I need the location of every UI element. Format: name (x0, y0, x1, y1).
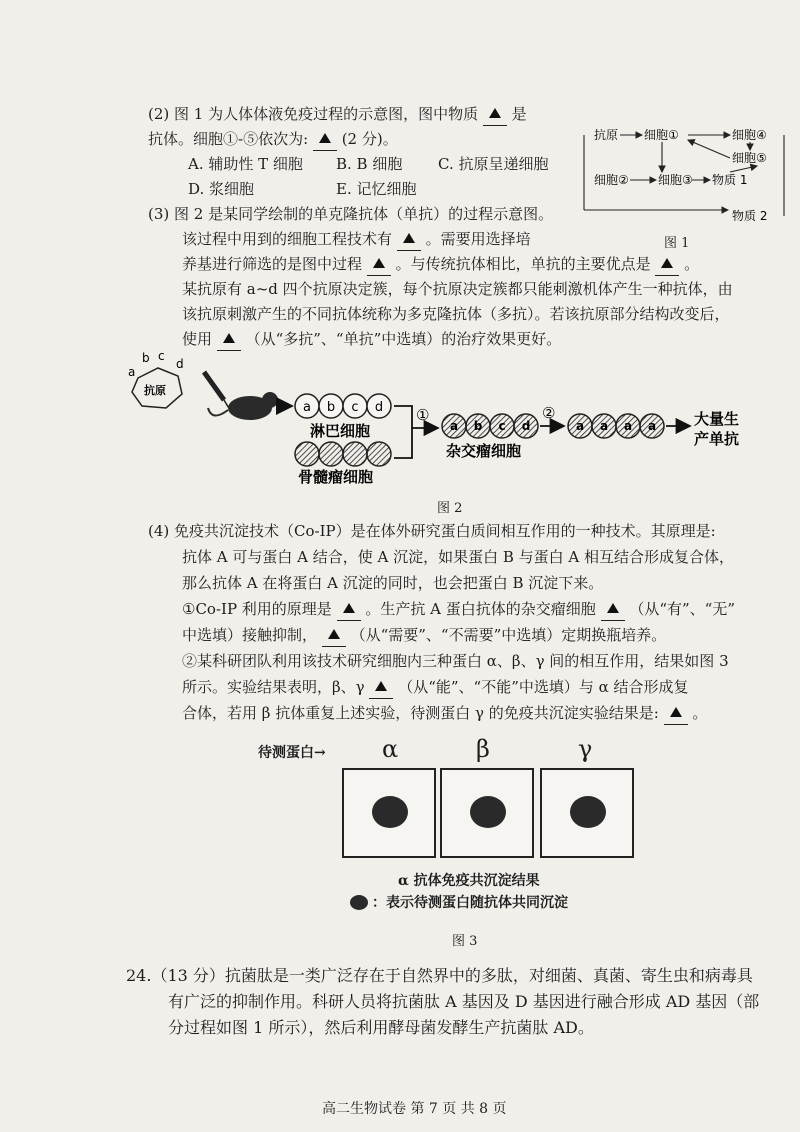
triangle-icon (607, 603, 619, 613)
step-1: ① (416, 406, 430, 424)
hybrid-cell-d: d (521, 419, 531, 433)
q3-line-3: 养基进行筛选的是图中过程 。与传统抗体相比，单抗的主要优点是 。 (182, 253, 699, 276)
result-line-1: 大量生 (694, 410, 740, 428)
epitope-a: a (128, 365, 136, 379)
fig1-cell-4: 细胞④ (732, 128, 767, 142)
triangle-icon (403, 233, 415, 243)
q24-line-2: 有广泛的抑制作用。科研人员将抗菌肽 A 基因及 D 基因进行融合形成 AD 基因（部 (168, 992, 760, 1011)
syringe-icon (204, 372, 230, 410)
fig3-title: α 抗体免疫共沉淀结果 (398, 873, 540, 889)
result-box-alpha (342, 768, 436, 858)
fig3-protein-label: 待测蛋白→ (258, 745, 326, 761)
triangle-icon (373, 258, 385, 268)
result-box-gamma (540, 768, 634, 858)
lymph-cell-b: b (326, 400, 336, 415)
q2-option-e: E. 记忆细胞 (336, 180, 417, 198)
precipitate-dot (470, 796, 506, 828)
page-footer: 高二生物试卷 第 7 页 共 8 页 (322, 1101, 507, 1117)
q3-line-6: 使用 （从“多抗”、“单抗”中选填）的治疗效果更好。 (182, 328, 561, 351)
q4-line-3: 那么抗体 A 在将蛋白 A 沉淀的同时，也会把蛋白 B 沉淀下来。 (182, 574, 604, 592)
precipitate-dot (570, 796, 606, 828)
triangle-icon (343, 603, 355, 613)
triangle-icon (319, 133, 331, 143)
triangle-icon (223, 333, 235, 343)
q3-line-2: 该过程中用到的细胞工程技术有 。需要用选择培 (182, 228, 531, 251)
answer-blank (369, 676, 393, 699)
figure-2-diagram (120, 348, 740, 488)
fig1-cell-1: 细胞① (644, 128, 679, 142)
answer-blank (601, 598, 625, 621)
answer-blank (664, 702, 688, 725)
myeloma-cell-label: 骨髓瘤细胞 (298, 468, 374, 486)
hybrid-cell-c: c (498, 419, 506, 433)
lymph-cell-label: 淋巴细胞 (310, 422, 371, 440)
result-line-2: 产单抗 (694, 430, 740, 448)
q2-option-b: B. B 细胞 (336, 155, 403, 173)
result-box-beta (440, 768, 534, 858)
q3-line-4: 某抗原有 a~d 四个抗原决定簇，每个抗原决定簇都只能刺激机体产生一种抗体，由 (182, 280, 733, 298)
answer-blank (337, 598, 361, 621)
triangle-icon (661, 258, 673, 268)
step-2: ② (542, 404, 556, 422)
figure-1-diagram (572, 104, 794, 228)
answer-blank (483, 103, 507, 126)
fig1-cell-5: 细胞⑤ (732, 151, 767, 165)
q2-option-d: D. 浆细胞 (188, 180, 255, 198)
clone-cell-a-2: a (599, 419, 609, 433)
hybrid-cell-b: b (473, 419, 483, 433)
figure-2-caption: 图 2 (437, 501, 463, 516)
lymph-cell-d: d (374, 400, 384, 415)
answer-blank (313, 128, 337, 151)
figure-1-caption: 图 1 (664, 236, 690, 251)
q4-line-1: (4) 免疫共沉淀技术（Co-IP）是在体外研究蛋白质间相互作用的一种技术。其原理是: (148, 522, 716, 540)
fig1-substance-2: 物质 2 (732, 209, 768, 223)
q2-line-2: 抗体。细胞①-⑤依次为: (2 分)。 (148, 128, 398, 151)
legend-dot (350, 895, 368, 910)
q4-line-6: ②某科研团队利用该技术研究细胞内三种蛋白 α、β、γ 间的相互作用，结果如图 3 (182, 652, 729, 670)
answer-blank (655, 253, 679, 276)
q3-line-1: (3) 图 2 是某同学绘制的单克隆抗体（单抗）的过程示意图。 (148, 205, 554, 223)
q2-option-a: A. 辅助性 T 细胞 (188, 155, 303, 173)
triangle-icon (670, 707, 682, 717)
fig1-substance-1: 物质 1 (712, 173, 748, 187)
lymph-cell-c: c (351, 400, 359, 415)
q4-line-7: 所示。实验结果表明，β、γ （从“能”、“不能”中选填）与 α 结合形成复 (182, 676, 689, 699)
fig2-antigen-label: 抗原 (144, 384, 166, 397)
fig1-cell-3: 细胞③ (658, 173, 693, 187)
q4-line-5: 中选填）接触抑制， （从“需要”、“不需要”中选填）定期换瓶培养。 (182, 624, 666, 647)
q4-line-8: 合体，若用 β 抗体重复上述实验，待测蛋白 γ 的免疫共沉淀实验结果是: 。 (182, 702, 707, 725)
fig3-gamma-label: γ (578, 735, 593, 763)
answer-blank (367, 253, 391, 276)
q4-line-4: ①Co-IP 利用的原理是 。生产抗 A 蛋白抗体的杂交瘤细胞 （从“有”、“无” (182, 598, 735, 621)
epitope-b: b (142, 351, 150, 365)
fig3-beta-label: β (476, 735, 490, 763)
clone-cell-a-4: a (647, 419, 657, 433)
epitope-d: d (176, 357, 184, 371)
fig3-legend: ：表示待测蛋白随抗体共同沉淀 (372, 895, 568, 911)
q3-line-5: 该抗原刺激产生的不同抗体统称为多克隆抗体（多抗）。若该抗原部分结构改变后， (182, 305, 730, 323)
figure-3-caption: 图 3 (452, 934, 478, 949)
hybrid-cell-label: 杂交瘤细胞 (446, 442, 522, 460)
hybrid-cell-a: a (449, 419, 459, 433)
q24-line-1: 24.（13 分）抗菌肽是一类广泛存在于自然界中的多肽，对细菌、真菌、寄生虫和病毒具 (126, 966, 753, 985)
fig3-alpha-label: α (382, 735, 399, 763)
clone-cell-a-3: a (623, 419, 633, 433)
q2-line-1: (2) 图 1 为人体体液免疫过程的示意图，图中物质 是 (148, 103, 527, 126)
answer-blank (397, 228, 421, 251)
lymph-cell-a: a (303, 400, 311, 415)
triangle-icon (328, 629, 340, 639)
triangle-icon (489, 108, 501, 118)
q2-option-c: C. 抗原呈递细胞 (438, 155, 549, 173)
clone-cell-a-1: a (575, 419, 585, 433)
precipitate-dot (372, 796, 408, 828)
q24-line-3: 分过程如图 1 所示），然后利用酵母菌发酵生产抗菌肽 AD。 (168, 1018, 594, 1037)
triangle-icon (375, 681, 387, 691)
answer-blank (322, 624, 346, 647)
q4-line-2: 抗体 A 可与蛋白 A 结合，使 A 沉淀，如果蛋白 B 与蛋白 A 相互结合形成复合体， (182, 548, 735, 566)
fig1-antigen: 抗原 (594, 128, 619, 142)
fig1-cell-2: 细胞② (594, 173, 629, 187)
epitope-c: c (158, 349, 165, 363)
